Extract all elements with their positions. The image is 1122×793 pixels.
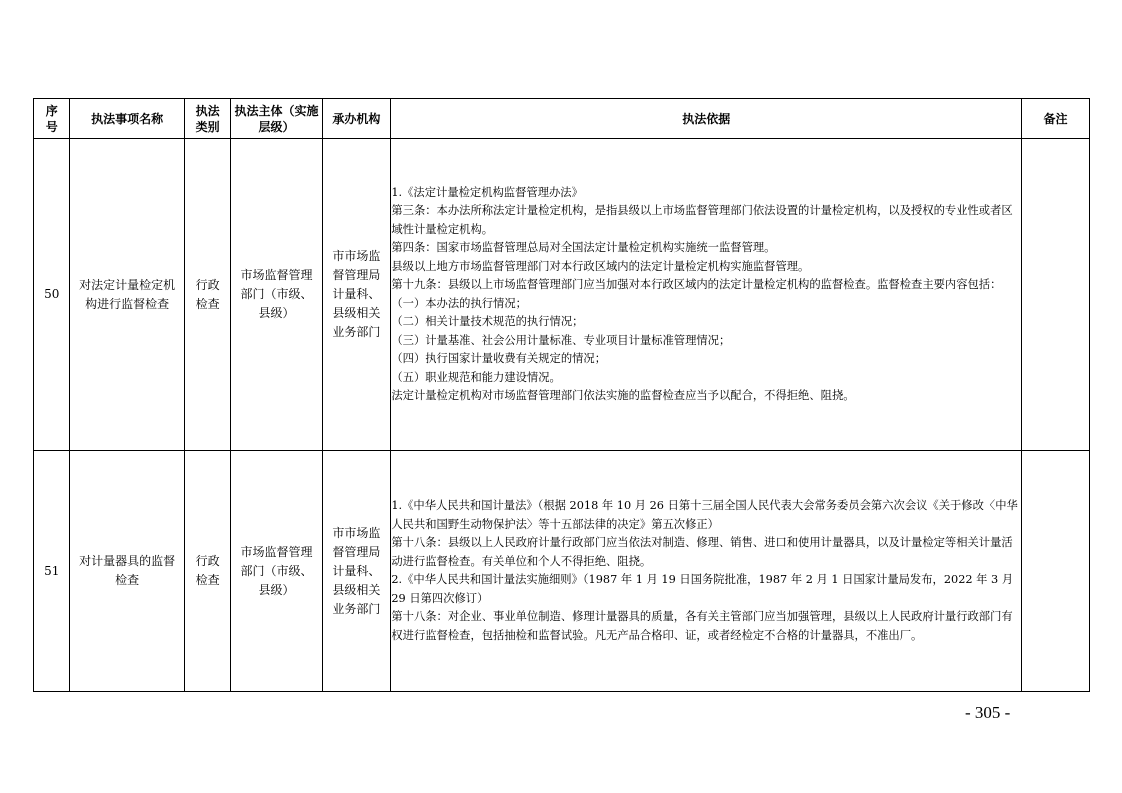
basis-line: 法定计量检定机构对市场监督管理部门依法实施的监督检查应当予以配合，不得拒绝、阻挠。 [391,389,855,402]
row-seq: 51 [34,451,70,692]
page-number: - 305 - [965,703,1011,722]
basis-line: 第三条：本办法所称法定计量检定机构，是指县级以上市场监督管理部门依法设置的计量检定机构，以及授权的专业性或者区域性计量检定机构。 [391,204,1013,236]
basis-line: 2.《中华人民共和国计量法实施细则》（1987 年 1 月 19 日国务院批准，1987 年 2 月 1 日国家计量局发布，2022 年 3 月 29 日第四次修订） [391,573,1014,605]
row-remark [1022,451,1090,692]
row-remark [1022,139,1090,451]
row-name: 对法定计量检定机构进行监督检查 [70,139,184,451]
header-subject: 执法主体（实施层级） [231,99,322,139]
row-agency: 市市场监督管理局计量科、县级相关业务部门 [322,451,391,692]
row-basis [391,139,1022,451]
basis-line: 1.《法定计量检定机构监督管理办法》 [391,185,583,199]
row-basis [391,451,1022,692]
table-row [34,139,1090,451]
row-category: 行政检查 [184,139,231,451]
basis-line: （三）计量基准、社会公用计量标准、专业项目计量标准管理情况； [391,333,731,347]
basis-line: （五）职业规范和能力建设情况。 [391,370,561,384]
enforcement-table [33,98,1090,692]
basis-line: 第十八条：县级以上人民政府计量行政部门应当依法对制造、修理、销售、进口和使用计量器具，以及计量检定等相关计量活动进行监督检查。有关单位和个人不得拒绝、阻挠。 [391,536,1013,568]
basis-line: （二）相关计量技术规范的执行情况； [391,315,584,328]
basis-line: 县级以上地方市场监督管理部门对本行政区域内的法定计量检定机构实施监督管理。 [391,259,810,273]
header-basis: 执法依据 [391,99,1022,139]
basis-line: 第十八条：对企业、事业单位制造、修理计量器具的质量，各有关主管部门应当加强管理，县级以上人民政府计量行政部门有权进行监督检查，包括抽检和监督试验。凡无产品合格印、证，或者经检定不合格的计量器具，不准出厂。 [391,610,1013,642]
basis-line: 第十九条：县级以上市场监督管理部门应当加强对本行政区域内的法定计量检定机构的监督检查。监督检查主要内容包括： [391,278,1002,291]
basis-line: 第四条：国家市场监督管理总局对全国法定计量检定机构实施统一监督管理。 [391,241,776,254]
header-agency: 承办机构 [322,99,391,139]
row-subject: 市场监督管理部门（市级、县级） [231,451,322,692]
basis-line: （四）执行国家计量收费有关规定的情况； [391,352,607,365]
row-seq: 50 [34,139,70,451]
row-category: 行政检查 [184,451,231,692]
header-remark: 备注 [1022,99,1090,139]
basis-line: （一）本办法的执行情况； [391,296,527,310]
header-category: 执法类别 [184,99,231,139]
basis-line: 1.《中华人民共和国计量法》（根据 2018 年 10 月 26 日第十三届全国人民代表大会常务委员会第六次会议《关于修改〈中华人民共和国野生动物保护法〉等十五部法律的决定》第五次修正） [391,499,1018,531]
row-agency: 市市场监督管理局计量科、县级相关业务部门 [322,139,391,451]
row-subject: 市场监督管理部门（市级、县级） [231,139,322,451]
row-name: 对计量器具的监督检查 [70,451,184,692]
table-header-row [34,99,1090,139]
header-name: 执法事项名称 [70,99,184,139]
table-row [34,451,1090,692]
header-seq: 序号 [34,99,70,139]
